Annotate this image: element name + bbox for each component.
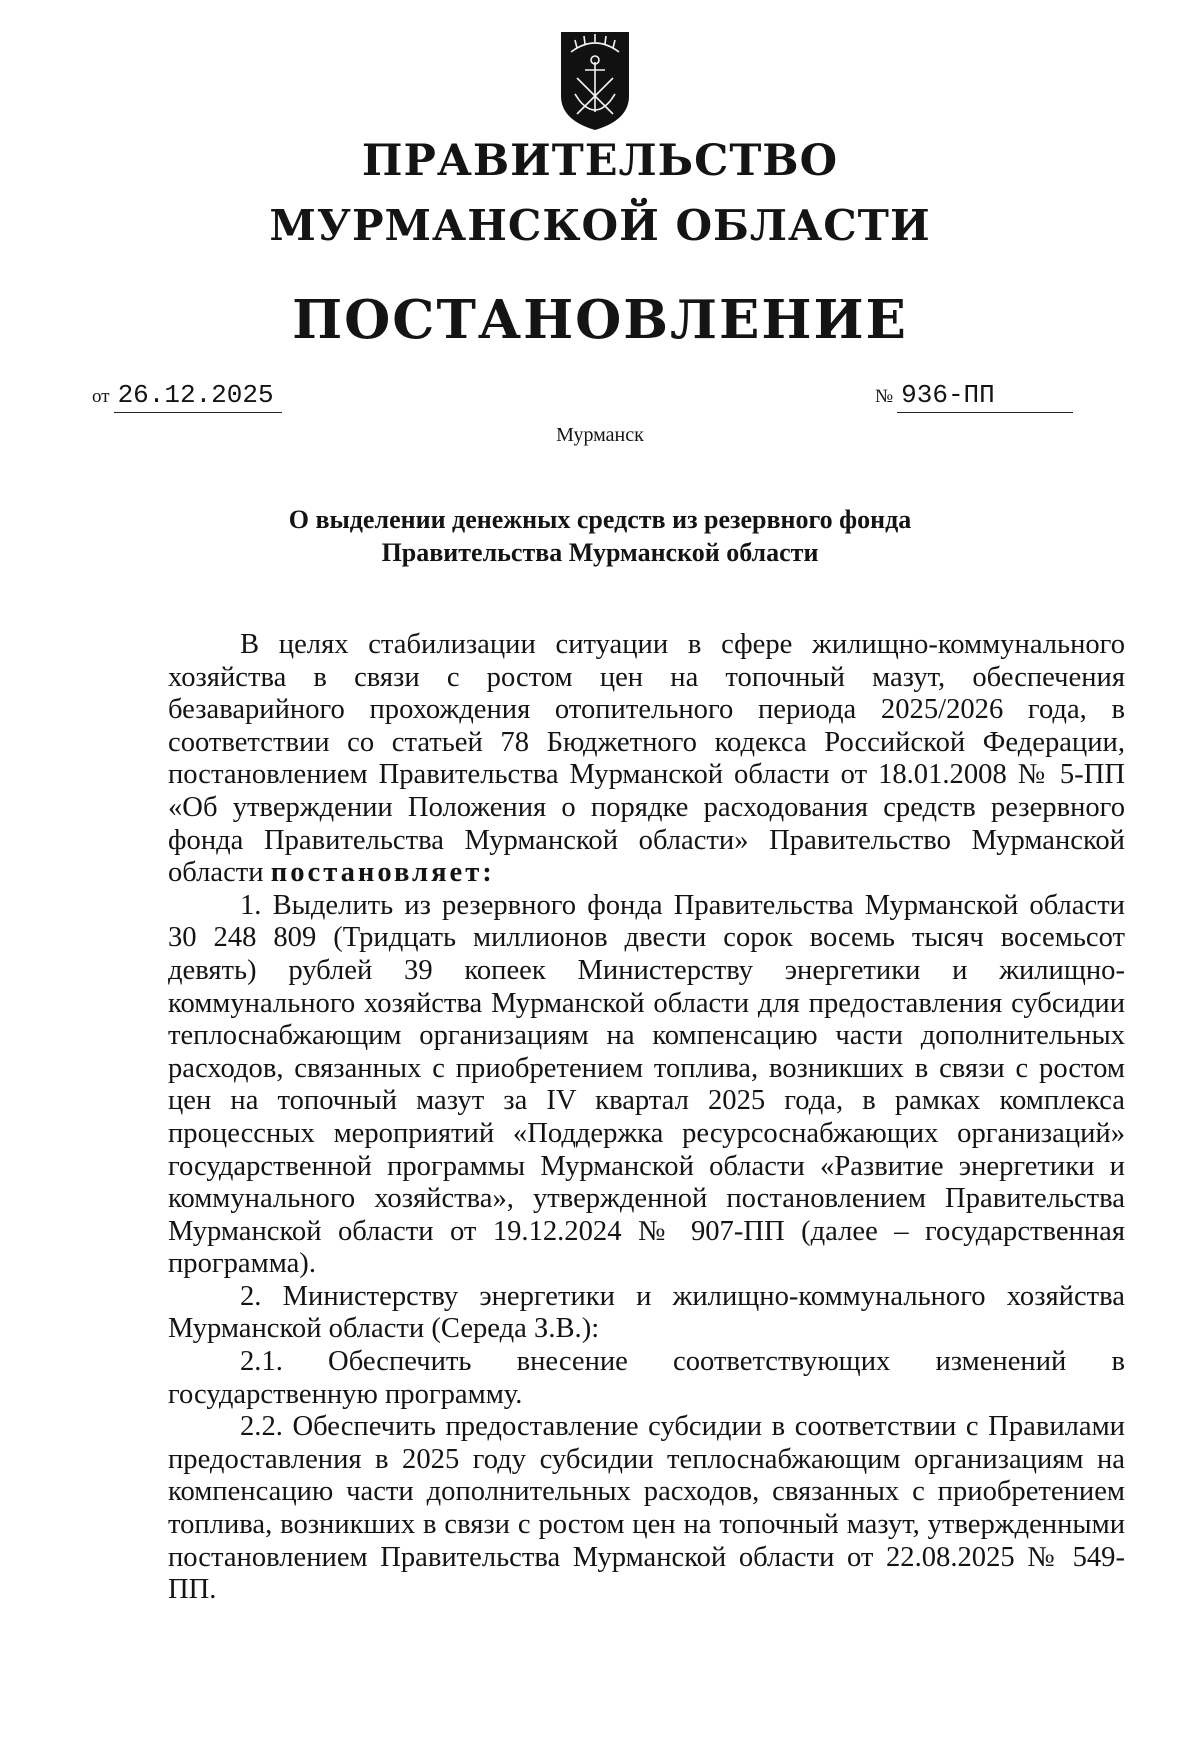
date-prefix: от [92,386,110,407]
clause-1: 1. Выделить из резервного фонда Правительства Мурманской области 30 248 809 (Тридцать миллионов двести сорок восемь тысяч восемьсот девять) рублей 39 копеек Министерству энергетики и жилищно-коммунального хозяйства Мурманской области для предоставления субсидии теплоснабжающим организациям на компенсацию части дополнительных расходов, связанных с приобретением топлива, возникших в связи с ростом цен на топочный мазут за IV квартал 2025 года, в рамках комплекса процессных мероприятий «Поддержка ресурсоснабжающих организаций» государственной программы Мурманской области «Развитие энергетики и коммунального хозяйства», утвержденной постановлением Правительства Мурманской области от 19.12.2024 № 907-ПП (далее – государственная программа). [168,889,1125,1280]
document-body [168,629,1125,1607]
title-line-2: Правительства Мурманской области [381,538,819,567]
title-line-1: О выделении денежных средств из резервного фонда [288,505,912,534]
document-title [160,503,1040,569]
date-block [92,380,282,413]
murmansk-coat-of-arms-icon [557,28,633,134]
resolves-keyword: постановляет: [270,857,495,889]
number-prefix: № [875,386,894,407]
clause-2: 2. Министерству энергетики и жилищно-коммунального хозяйства Мурманской области (Середа З.В.): [168,1280,1125,1345]
clause-2-2: 2.2. Обеспечить предоставление субсидии в соответствии с Правилами предоставления в 2025 году субсидии теплоснабжающим организациям на компенсацию части дополнительных расходов, связанных с приобретением топлива, возникших в связи с ростом цен на топочный мазут, утвержденными постановлением Правительства Мурманской области от 22.08.2025 № 549-ПП. [168,1411,1125,1606]
clause-2-1: 2.1. Обеспечить внесение соответствующих изменений в государственную программу. [168,1346,1125,1410]
preamble-paragraph [168,629,1125,890]
preamble-text: В целях стабилизации ситуации в сфере жилищно-коммунального хозяйства в связи с ростом цен на топочный мазут, обеспечения безаварийного прохождения отопительного периода 2025/2026 года, в соответствии со статьей 78 Бюджетного кодекса Российской Федерации, постановлением Правительства Мурманской области от 18.01.2008 № 5-ПП «Об утверждении Положения о порядке расходования средств резервного фонда Правительства Мурманской области» Правительство Мурманской области [168,629,1125,889]
org-name-line-2: МУРМАНСКОЙ ОБЛАСТИ [269,201,931,250]
document-type: ПОСТАНОВЛЕНИЕ [292,289,908,351]
document-date: 26.12.2025 [114,380,282,413]
org-name-line-1: ПРАВИТЕЛЬСТВО [361,136,839,186]
city-name: Мурманск [556,424,644,446]
number-block [875,380,1073,413]
document-number: 936-ПП [897,380,1073,413]
